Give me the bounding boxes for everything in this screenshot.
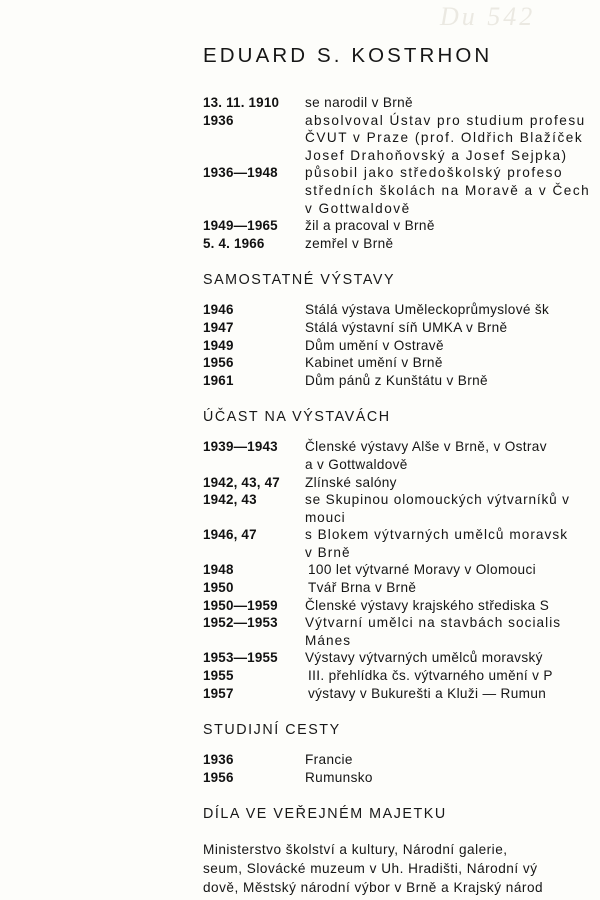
entry-line: Stálá výstava Uměleckoprůmyslové šk <box>305 302 550 318</box>
spacer <box>203 288 600 301</box>
entry-year: 1952—1953 <box>203 615 278 631</box>
entry-year: 1947 <box>203 319 234 335</box>
paragraph-line: dově, Městský národní výbor v Brně a Krajský národ <box>203 880 544 896</box>
entry-description <box>305 491 600 526</box>
biography-list <box>203 94 600 252</box>
entry-description <box>305 614 600 649</box>
entry-year: 1957 <box>203 685 234 701</box>
entry-year: 1956 <box>203 355 234 371</box>
table-row <box>203 112 600 165</box>
entry-year: 1956 <box>203 769 234 785</box>
table-row <box>203 614 600 649</box>
entry-description <box>305 337 600 355</box>
entry-year: 1936 <box>203 752 234 768</box>
entry-line: s Blokem výtvarných umělců moravsk <box>305 527 569 543</box>
entry-line: Dům umění v Ostravě <box>305 337 444 353</box>
entry-line: středních školách na Moravě a v Čech <box>305 182 591 198</box>
entry-year: 1939—1943 <box>203 439 278 455</box>
entry-year: 1950—1959 <box>203 597 278 613</box>
spacer <box>203 425 600 438</box>
table-row <box>203 579 600 597</box>
table-row <box>203 685 600 703</box>
spacer <box>203 822 600 840</box>
entry-line: výstavy v Bukurešti a Kluži — Rumun <box>308 685 547 701</box>
spacer <box>203 786 600 806</box>
entry-description <box>305 438 600 473</box>
table-row <box>203 769 600 787</box>
section-heading-study-trips: STUDIJNÍ CESTY <box>203 722 341 739</box>
entry-line: Francie <box>305 752 353 768</box>
entry-line: Dům pánů z Kunštátu v Brně <box>305 372 488 388</box>
entry-description <box>305 526 600 561</box>
entry-description <box>305 751 600 769</box>
section-heading-public-collections: DÍLA VE VEŘEJNÉM MAJETKU <box>203 806 447 823</box>
page-title: EDUARD S. KOSTRHON <box>203 44 493 67</box>
table-row <box>203 94 600 112</box>
entry-description <box>305 474 600 492</box>
spacer <box>203 252 600 272</box>
entry-line: mouci <box>305 509 346 525</box>
table-row <box>203 319 600 337</box>
spacer <box>203 702 600 722</box>
entry-line: působil jako středoškolský profeso <box>305 165 564 181</box>
entry-year: 1942, 43 <box>203 492 257 508</box>
entry-line: Zlínské salóny <box>305 474 397 490</box>
entry-description <box>305 164 600 217</box>
entry-description <box>308 561 600 579</box>
entry-line: zemřel v Brně <box>305 235 394 251</box>
table-row <box>203 649 600 667</box>
entry-line: Josef Drahoňovský a Josef Sejpka) <box>305 147 568 163</box>
paragraph-line: Ministerstvo školství a kultury, Národní galerie, <box>203 842 508 858</box>
entry-year: 1942, 43, 47 <box>203 474 280 490</box>
table-row <box>203 337 600 355</box>
table-row <box>203 301 600 319</box>
table-row <box>203 217 600 235</box>
entry-description <box>305 769 600 787</box>
paragraph-line: seum, Slovácké muzeum v Uh. Hradišti, Národní vý <box>203 861 538 877</box>
entry-line: Tvář Brna v Brně <box>308 580 417 596</box>
entry-year: 1955 <box>203 668 234 684</box>
spacer <box>203 68 600 94</box>
spacer <box>203 389 600 409</box>
entry-line: v Brně <box>305 544 351 560</box>
table-row <box>203 474 600 492</box>
entry-line: Kabinet umění v Brně <box>305 355 443 371</box>
entry-description <box>305 217 600 235</box>
entry-description <box>305 372 600 390</box>
entry-year: 1950 <box>203 580 234 596</box>
table-row <box>203 372 600 390</box>
entry-line: Výstavy výtvarných umělců moravský <box>305 650 543 666</box>
entry-line: III. přehlídka čs. výtvarného umění v P <box>308 668 553 684</box>
entry-line: se narodil v Brně <box>305 95 413 110</box>
section-heading-group-exhibitions: ÚČAST NA VÝSTAVÁCH <box>203 409 391 426</box>
entry-description <box>305 319 600 337</box>
study-trips-list <box>203 751 600 786</box>
entry-line: v Gottwaldově <box>305 200 411 216</box>
solo-exhibitions-list <box>203 301 600 389</box>
entry-year: 1953—1955 <box>203 650 278 666</box>
entry-year: 13. 11. 1910 <box>203 95 280 110</box>
table-row <box>203 526 600 561</box>
entry-line: Členské výstavy krajského střediska S <box>305 597 550 613</box>
spacer <box>203 738 600 751</box>
entry-description <box>305 301 600 319</box>
entry-line: absolvoval Ústav pro studium profesu <box>305 112 586 128</box>
entry-line: 100 let výtvarné Moravy v Olomouci <box>308 562 536 578</box>
entry-description <box>305 649 600 667</box>
entry-description <box>308 579 600 597</box>
table-row <box>203 491 600 526</box>
entry-line: Výtvarní umělci na stavbách socialis <box>305 615 562 631</box>
entry-year: 1949—1965 <box>203 218 278 234</box>
table-row <box>203 667 600 685</box>
public-collections-paragraph <box>203 840 600 897</box>
entry-line: Členské výstavy Alše v Brně, v Ostrav <box>305 439 547 455</box>
entry-year: 5. 4. 1966 <box>203 235 265 251</box>
entry-line: Rumunsko <box>305 769 373 785</box>
entry-description <box>308 685 600 703</box>
entry-description <box>305 354 600 372</box>
table-row <box>203 354 600 372</box>
entry-year: 1961 <box>203 372 234 388</box>
table-row <box>203 751 600 769</box>
table-row <box>203 164 600 217</box>
entry-year: 1949 <box>203 337 234 353</box>
document-content <box>203 44 600 897</box>
table-row <box>203 235 600 253</box>
entry-description <box>305 112 600 165</box>
entry-description <box>308 667 600 685</box>
entry-line: ČVUT v Praze (prof. Oldřich Blažíček <box>305 130 584 146</box>
entry-description <box>305 94 600 112</box>
entry-year: 1946, 47 <box>203 527 257 543</box>
entry-line: se Skupinou olomouckých výtvarníků v <box>305 492 570 508</box>
entry-year: 1936—1948 <box>203 165 278 181</box>
entry-year: 1948 <box>203 562 234 578</box>
entry-description <box>305 597 600 615</box>
table-row <box>203 561 600 579</box>
table-row <box>203 438 600 473</box>
entry-line: a v Gottwaldově <box>305 456 408 472</box>
entry-line: žil a pracoval v Brně <box>305 218 435 234</box>
entry-line: Mánes <box>305 632 352 648</box>
entry-line: Stálá výstavní síň UMKA v Brně <box>305 319 508 335</box>
section-heading-solo-exhibitions: SAMOSTATNÉ VÝSTAVY <box>203 272 396 289</box>
entry-description <box>305 235 600 253</box>
group-exhibitions-list <box>203 438 600 702</box>
entry-year: 1936 <box>203 112 234 128</box>
entry-year: 1946 <box>203 302 234 318</box>
table-row <box>203 597 600 615</box>
handwritten-archive-mark: Du 542 <box>440 2 536 31</box>
